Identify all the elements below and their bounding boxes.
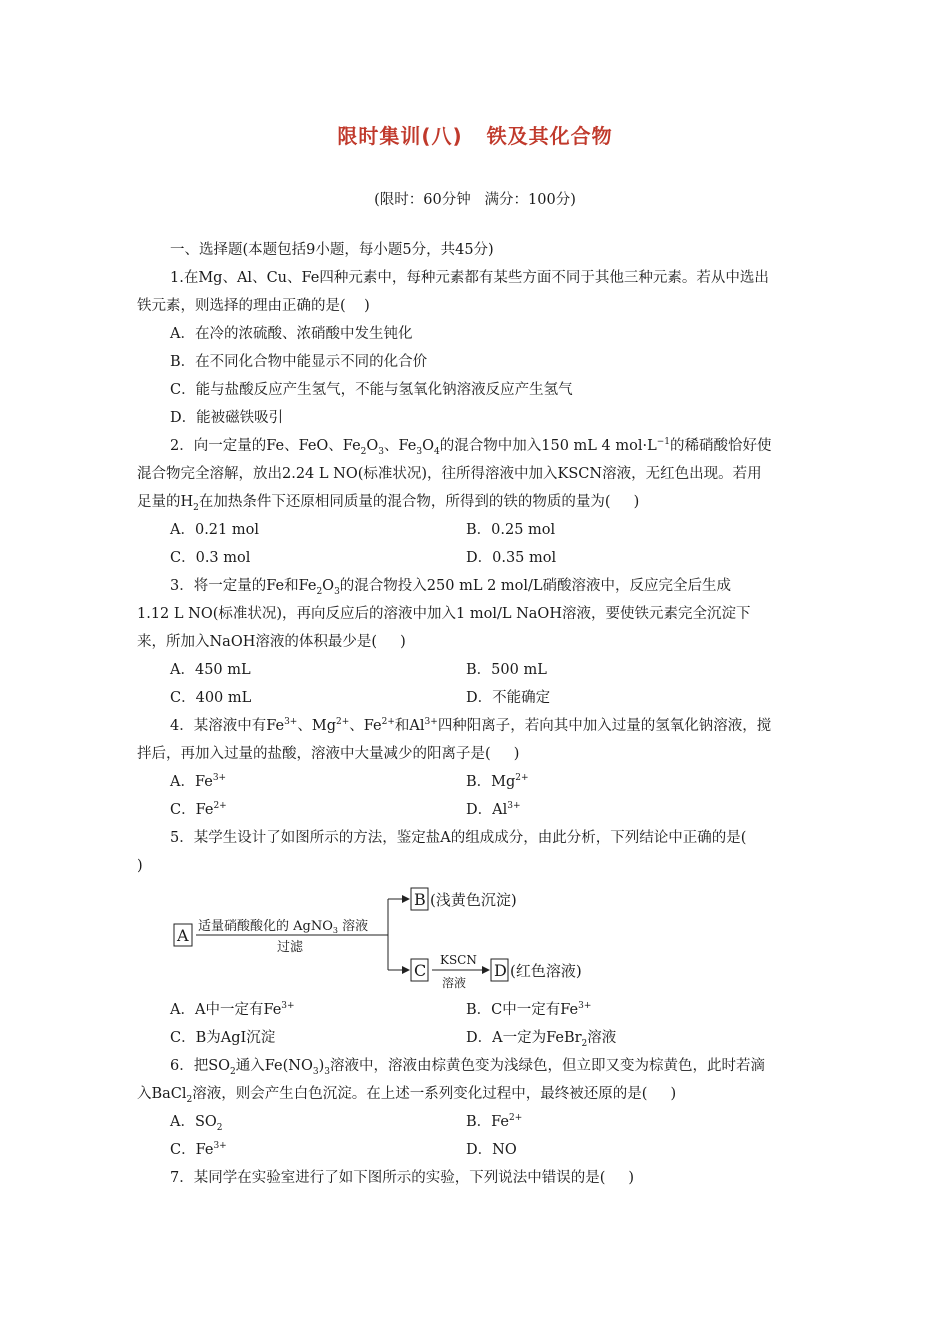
q5-stem-line2: ) bbox=[137, 858, 143, 874]
q2-option-d: D．0.35 mol bbox=[466, 550, 557, 566]
box-d-label: D bbox=[494, 961, 507, 980]
b-description: (浅黄色沉淀) bbox=[430, 891, 517, 909]
q3-option-c: C．400 mL bbox=[170, 690, 252, 706]
q5-option-b: B．C中一定有$Fe^{3+}$ bbox=[466, 1001, 592, 1018]
q4-stem-line2: 拌后，再加入过量的盐酸，溶液中大量减少的阳离子是( ) bbox=[137, 746, 520, 762]
q6-stem-line1: 6．把$SO_2$通入$Fe(NO_3)_3$溶液中，溶液由棕黄色变为浅绿色，但立即又变为棕黄色，此时若滴 bbox=[170, 1058, 766, 1077]
q3-option-a: A．450 mL bbox=[170, 662, 251, 678]
page-subtitle: (限时：60分钟 满分：100分) bbox=[374, 192, 576, 208]
q2-stem-line2: 混合物完全溶解，放出2.24 L NO(标准状况)，往所得溶液中加入KSCN溶液，无红色出现。若用 bbox=[137, 466, 762, 482]
box-b-label: B bbox=[414, 890, 426, 909]
q2-stem-line1: 2．向一定量的Fe、FeO、$Fe_2O_3$、$Fe_3O_4$的混合物中加入150 mL 4 $mol\cdot L^{-1}$的稀硝酸恰好使 bbox=[170, 437, 772, 457]
q4-option-c: C．$Fe^{2+}$ bbox=[170, 801, 227, 818]
q2-option-c: C．0.3 mol bbox=[170, 550, 251, 566]
page-title: 限时集训(八) 铁及其化合物 bbox=[337, 124, 613, 148]
q6-stem-line2: 入BaCl$_2$溶液，则会产生白色沉淀。在上述一系列变化过程中，最终被还原的是( ) bbox=[137, 1086, 677, 1105]
box-c-label: C bbox=[414, 961, 427, 980]
q4-option-d: D．$Al^{3+}$ bbox=[466, 801, 521, 818]
q5-option-c: C．B为AgI沉淀 bbox=[170, 1030, 276, 1046]
q1-stem-line2: 铁元素，则选择的理由正确的是( ) bbox=[137, 298, 370, 314]
q4-stem-line1: 4．某溶液中有$Fe^{3+}$、$Mg^{2+}$、$Fe^{2+}$和$Al^{3+}$四种阳离子，若向其中加入过量的氢氧化钠溶液，搅 bbox=[170, 717, 772, 734]
q6-option-d: D．NO bbox=[466, 1142, 517, 1158]
q4-option-a: A．$Fe^{3+}$ bbox=[170, 773, 227, 790]
arrowhead-to-b bbox=[402, 895, 410, 903]
q5-option-a: A．A中一定有$Fe^{3+}$ bbox=[170, 1001, 295, 1018]
reagent-bottom-label: 过滤 bbox=[277, 940, 304, 955]
arrowhead-to-c bbox=[402, 966, 410, 974]
q3-option-b: B．500 mL bbox=[466, 662, 547, 678]
q6-option-a: A．$SO_2$ bbox=[170, 1114, 223, 1133]
q3-stem-line2: 1.12 L NO(标准状况)，再向反应后的溶液中加入1 mol/L NaOH溶液，要使铁元素完全沉淀下 bbox=[137, 606, 751, 622]
q7-stem-line1: 7．某同学在实验室进行了如下图所示的实验，下列说法中错误的是( ) bbox=[170, 1170, 635, 1186]
q3-stem-line1: 3．将一定量的Fe和$Fe_2O_3$的混合物投入250 mL 2 mol/L硝酸溶液中，反应完全后生成 bbox=[170, 578, 732, 597]
q6-option-b: B．$Fe^{2+}$ bbox=[466, 1113, 523, 1130]
q1-stem-line1: 1.在Mg、Al、Cu、Fe四种元素中，每种元素都有某些方面不同于其他三种元素。若从中选出 bbox=[170, 270, 769, 286]
kscn-bottom-label: 溶液 bbox=[442, 976, 467, 990]
kscn-arrowhead bbox=[482, 966, 490, 974]
q5-stem-line1: 5．某学生设计了如图所示的方法，鉴定盐A的组成成分，由此分析，下列结论中正确的是( bbox=[170, 830, 747, 846]
q4-option-b: B．$Mg^{2+}$ bbox=[466, 773, 529, 790]
q2-option-a: A．0.21 mol bbox=[170, 522, 259, 538]
reagent-top-label: 适量硝酸酸化的 AgNO$_3$ 溶液 bbox=[198, 919, 369, 935]
q3-stem-line3: 来，所加入NaOH溶液的体积最少是( ) bbox=[137, 634, 406, 650]
box-a-label: A bbox=[177, 926, 189, 945]
q1-option-a: A．在冷的浓硫酸、浓硝酸中发生钝化 bbox=[170, 326, 413, 342]
kscn-top-label: KSCN bbox=[440, 953, 477, 967]
q1-option-c: C．能与盐酸反应产生氢气，不能与氢氧化钠溶液反应产生氢气 bbox=[170, 382, 573, 398]
section-heading: 一、选择题(本题包括9小题，每小题5分，共45分) bbox=[170, 242, 494, 258]
q1-option-d: D．能被磁铁吸引 bbox=[170, 410, 284, 426]
d-description: (红色溶液) bbox=[510, 962, 582, 980]
q6-option-c: C．$Fe^{3+}$ bbox=[170, 1141, 227, 1158]
q5-option-d: D．A一定为FeBr$_2$溶液 bbox=[466, 1030, 617, 1049]
q2-option-b: B．0.25 mol bbox=[466, 522, 556, 538]
q2-stem-line3: 足量的$H_2$在加热条件下还原相同质量的混合物，所得到的铁的物质的量为( ) bbox=[137, 494, 640, 513]
flow-diagram bbox=[170, 880, 650, 995]
q3-option-d: D．不能确定 bbox=[466, 690, 551, 706]
q1-option-b: B．在不同化合物中能显示不同的化合价 bbox=[170, 354, 428, 370]
